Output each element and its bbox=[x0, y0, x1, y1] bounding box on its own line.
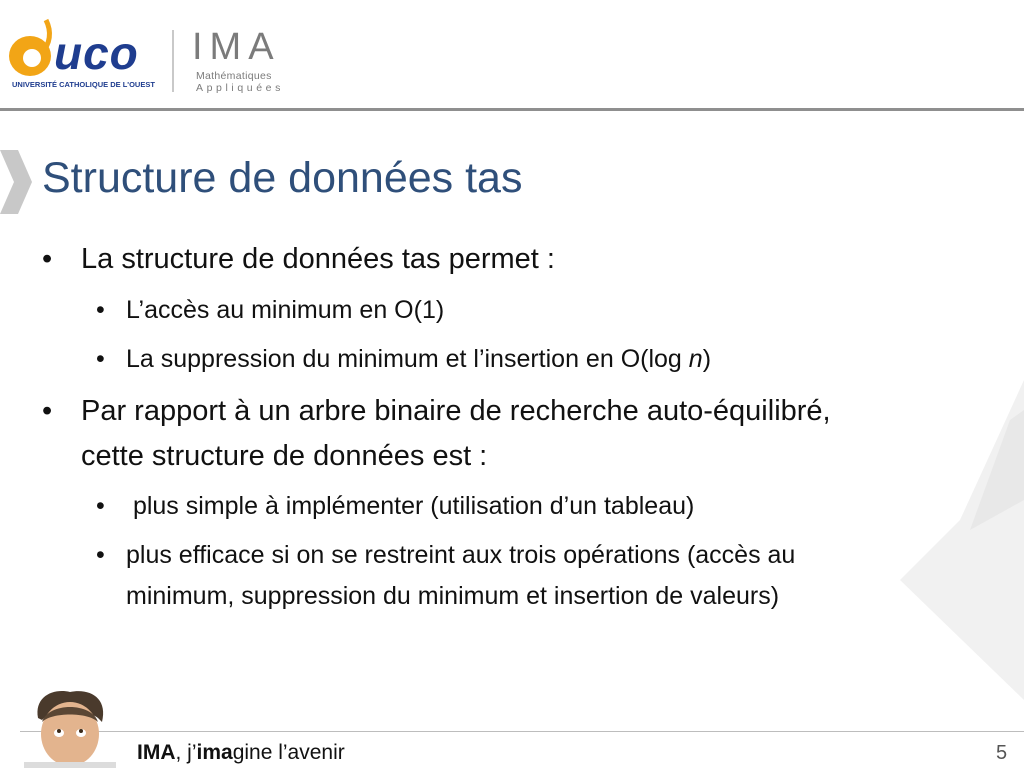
bullet-2-sub-2-line-1: plus efficace si on se restreint aux trois opérations (accès au bbox=[126, 541, 796, 569]
footer-tagline bbox=[137, 741, 345, 765]
uco-logo bbox=[6, 14, 154, 92]
student-avatar-icon bbox=[24, 688, 116, 768]
bullet-dot: • bbox=[42, 395, 53, 427]
bullet-1-text: La structure de données tas permet : bbox=[81, 243, 555, 275]
slide-title: Structure de données tas bbox=[42, 154, 523, 202]
bullet-1-sub-2-text bbox=[126, 339, 711, 380]
uco-subtitle: UNIVERSITÉ CATHOLIQUE DE L'OUEST bbox=[12, 80, 155, 89]
bullet-dot: • bbox=[96, 541, 105, 569]
logo-divider bbox=[172, 30, 174, 92]
bullet-1-sub-1 bbox=[96, 290, 996, 331]
bullet-1-sub-2-var: n bbox=[688, 345, 703, 373]
tagline-ima: IMA bbox=[137, 741, 176, 764]
bullet-2-sub-1 bbox=[96, 486, 996, 527]
tagline-ima-2: ima bbox=[196, 741, 233, 764]
ima-logo-subtitle-1: Mathématiques bbox=[196, 70, 272, 82]
header-rule bbox=[0, 108, 1024, 111]
ima-logo-subtitle-2: Appliquées bbox=[196, 82, 284, 94]
title-chevron-icon bbox=[0, 150, 32, 214]
bullet-2 bbox=[42, 389, 1022, 481]
bullet-1-sub-2-suffix: ) bbox=[702, 345, 712, 373]
bullet-1-sub-1-text: L’accès au minimum en O(1) bbox=[126, 296, 445, 324]
bullet-1 bbox=[42, 237, 1022, 283]
bullet-dot: • bbox=[96, 492, 105, 520]
bullet-dot: • bbox=[96, 296, 105, 324]
bullet-2-sub-1-text: plus simple à implémenter (utilisation d’un tableau) bbox=[126, 492, 695, 520]
bullet-1-sub-2-prefix: La suppression du minimum et l’insertion en O(log bbox=[126, 345, 689, 373]
bullet-1-sub-2 bbox=[96, 339, 996, 380]
bullet-dot: • bbox=[42, 243, 53, 275]
uco-logo-text: uco bbox=[54, 27, 139, 79]
tagline-comma: , j’ bbox=[175, 741, 197, 764]
bullet-2-line-2: cette structure de données est : bbox=[81, 440, 488, 472]
bullet-2-sub-2-line-2: minimum, suppression du minimum et insertion de valeurs) bbox=[126, 582, 780, 610]
ima-logo-title: IMA bbox=[192, 26, 281, 68]
tagline-rest: gine l’avenir bbox=[232, 741, 345, 764]
footer-rule bbox=[20, 731, 1024, 732]
page-number: 5 bbox=[996, 742, 1008, 764]
bullet-dot: • bbox=[96, 345, 105, 373]
bullet-2-line-1: Par rapport à un arbre binaire de recherche auto-équilibré, bbox=[81, 395, 831, 427]
bullet-2-sub-2 bbox=[96, 535, 996, 617]
